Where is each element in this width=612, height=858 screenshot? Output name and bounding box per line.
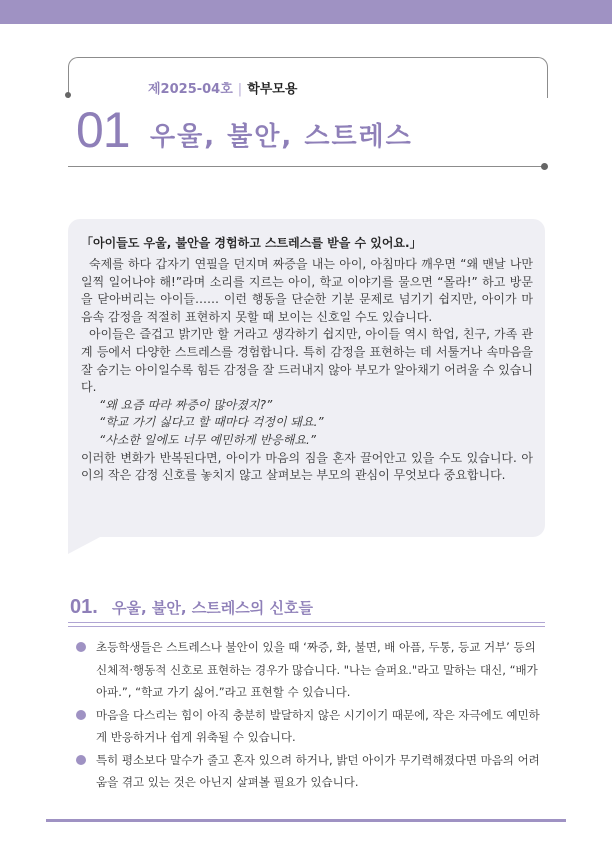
bullet-icon	[76, 642, 86, 652]
list-item-text: 마음을 다스리는 힘이 아직 충분히 발달하지 않은 시기이기 때문에, 작은 자극에도 예민하게 반응하거나 쉽게 위축될 수 있습니다.	[96, 707, 540, 744]
intro-paragraph-3: 이러한 변화가 반복된다면, 아이가 마음의 짐을 혼자 끌어안고 있을 수도 있습니다. 아이의 작은 감정 신호를 놓치지 않고 살펴보는 부모의 관심이 무엇보다 중요합니다.	[81, 450, 533, 483]
list-item	[76, 704, 546, 749]
header-frame	[68, 57, 548, 98]
issue-separator: |	[237, 82, 243, 97]
parent-quote: “왜 요즘 따라 짜증이 많아졌지?”	[99, 397, 273, 412]
audience-label: 학부모용	[247, 82, 298, 97]
issue-number: 제2025-04호	[148, 82, 233, 97]
signal-list	[76, 636, 546, 794]
divider-dot	[541, 163, 548, 170]
bubble-tail	[68, 536, 102, 554]
footer-bar	[46, 819, 566, 822]
issue-line	[148, 78, 297, 97]
section-underline	[68, 622, 545, 627]
list-item-text: 초등학생들은 스트레스나 불안이 있을 때 ‘짜증, 화, 불면, 배 아픔, 두통, 등교 거부’ 등의 신체적·행동적 신호로 표현하는 경우가 많습니다. "나는 슬퍼요."라고 말하는 대신, “배가 아파.”, “학교 가기 싫어.”라고 표현할 수 있습니다.	[96, 640, 538, 699]
section-number: 01.	[70, 596, 98, 618]
section-title: 우울, 불안, 스트레스의 신호들	[112, 599, 313, 617]
intro-paragraph-2: 아이들은 즐겁고 밝기만 할 거라고 생각하기 쉽지만, 아이들 역시 학업, 친구, 가족 관계 등에서 다양한 스트레스를 경험합니다. 특히 감정을 표현하는 데 서툴거나 속마음을 잘 숨기는 아이일수록 힘든 감정을 잘 드러내지 않아 부모가 알아채기 어려울 수 있습니다.	[81, 327, 533, 395]
list-item	[76, 636, 546, 704]
title-divider	[68, 166, 544, 167]
chapter-number: 01	[76, 102, 130, 158]
bullet-icon	[76, 755, 86, 765]
top-banner	[0, 0, 612, 24]
bullet-icon	[76, 710, 86, 720]
parent-quote: “학교 가기 싫다고 할 때마다 걱정이 돼요.”	[99, 415, 324, 430]
frame-dot	[65, 92, 71, 98]
parent-quote: “사소한 일에도 너무 예민하게 반응해요.”	[99, 432, 316, 447]
intro-paragraph-1: 숙제를 하다 갑자기 연필을 던지며 짜증을 내는 아이, 아침마다 깨우면 “왜 맨날 나만 일찍 일어나야 해!”라며 소리를 지르는 아이, 학교 이야기를 물으면 “몰라!” 하고 방문을 닫아버리는 아이들…… 이런 행동을 단순한 기분 문제로 넘기기 쉽지만, 아이가 마음속 감정을 적절히 표현하지 못할 때 보이는 신호일 수도 있습니다.	[81, 257, 533, 324]
intro-title: 「아이들도 우울, 불안을 경험하고 스트레스를 받을 수 있어요.」	[81, 236, 422, 250]
intro-body	[81, 256, 533, 485]
list-item	[76, 749, 546, 794]
page-title: 우울, 불안, 스트레스	[150, 122, 413, 152]
list-item-text: 특히 평소보다 말수가 줄고 혼자 있으려 하거나, 밝던 아이가 무기력해졌다면 마음의 어려움을 겪고 있는 것은 아닌지 살펴볼 필요가 있습니다.	[96, 752, 540, 789]
